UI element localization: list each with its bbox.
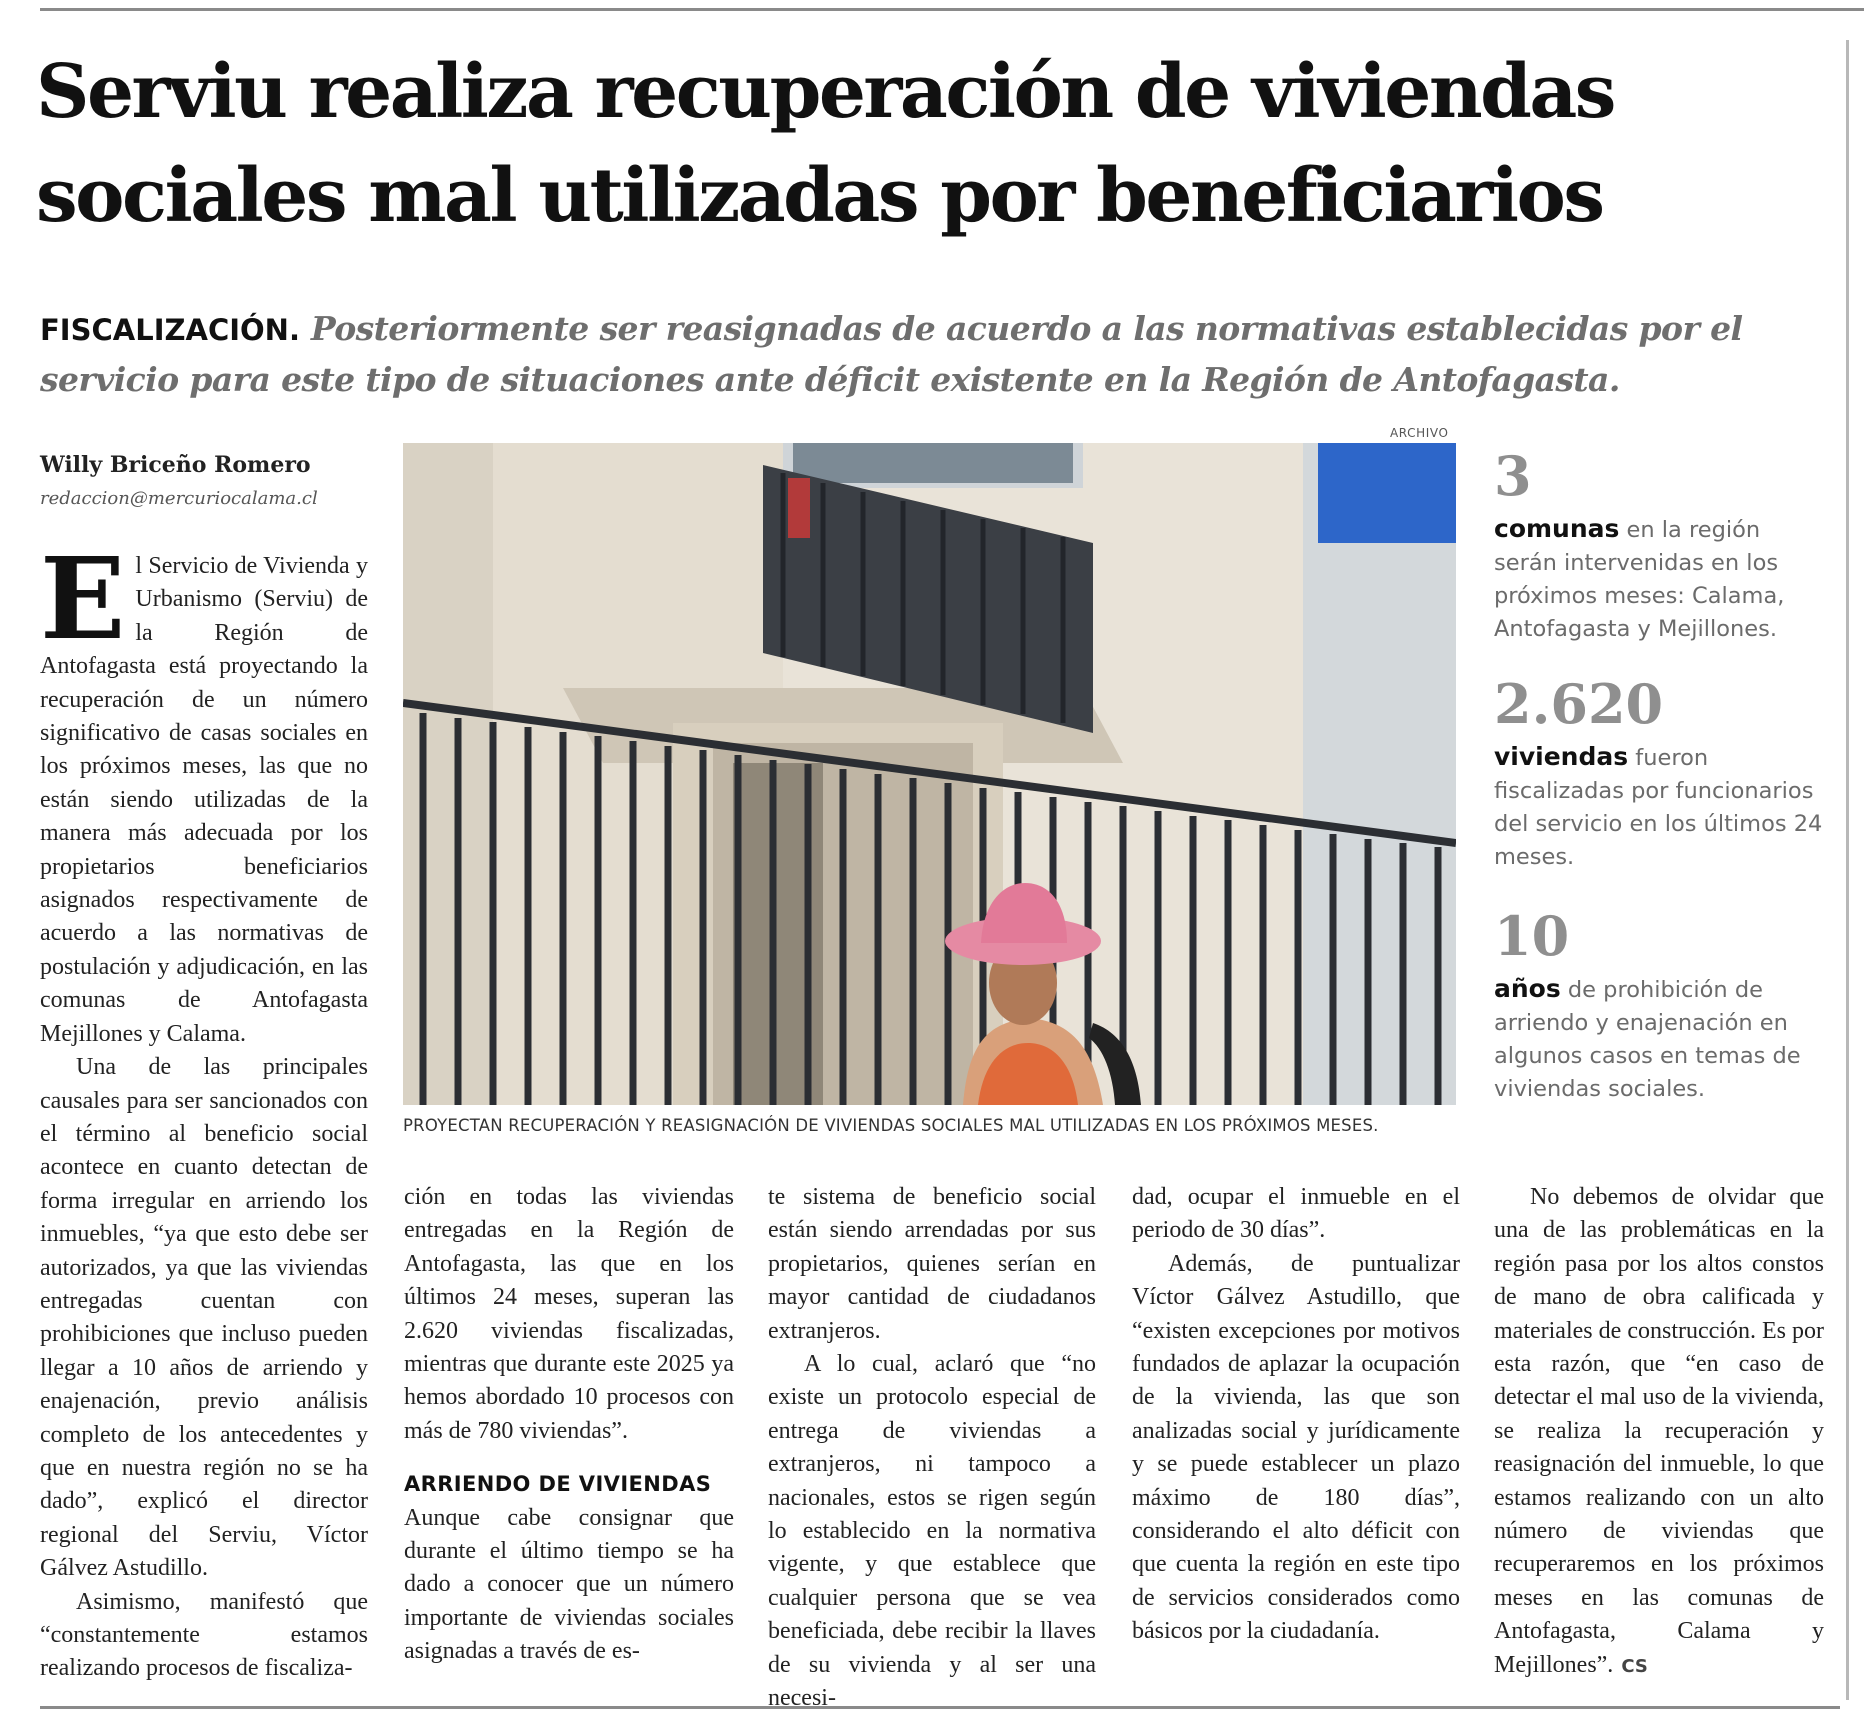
body-paragraph-6: te sistema de beneficio social están siendo arrendadas por sus propietarios, quienes serían en mayor cantidad de ciudadanos extranjeros.: [768, 1184, 1096, 1344]
photo-caption: PROYECTAN RECUPERACIÓN Y REASIGNACIÓN DE VIVIENDAS SOCIALES MAL UTILIZADAS EN LOS PRÓXIMOS MESES.: [403, 1116, 1379, 1135]
factbox-number: 2.620: [1494, 672, 1664, 736]
body-column-3: [768, 1181, 1096, 1716]
factbox-item: [1494, 674, 1824, 874]
headline-line-2: sociales mal utilizadas por beneficiarios: [36, 153, 1603, 239]
factbox-lead: años: [1494, 974, 1561, 1003]
photo-credit: ARCHIVO: [1390, 426, 1449, 440]
body-paragraph-1: [40, 534, 368, 1051]
body-paragraph-8: dad, ocupar el inmueble en el periodo de 30 días”.: [1132, 1184, 1460, 1244]
factbox-number: 3: [1494, 444, 1532, 508]
factbox-text: [1494, 972, 1824, 1106]
body-paragraph-9: Además, de puntualizar Víctor Gálvez Astudillo, que “existen excepciones por motivos fundados de aplazar la ocupación de la vivienda, las que son analizadas social y jurídicamente y se puede establecer un plazo máximo de 180 días”, considerando el alto déficit con que cuenta la región en este tipo de servicios considerados como básicos por la ciudadanía.: [1132, 1250, 1460, 1645]
factbox-number: 10: [1494, 904, 1570, 968]
end-mark: CS: [1621, 1655, 1648, 1677]
factbox-lead: comunas: [1494, 514, 1620, 543]
deck: [40, 304, 1830, 405]
drop-cap: E: [40, 534, 126, 665]
body-paragraph-2: Una de las principales causales para ser sancionados con el término al beneficio social acontece en cuanto detectan de forma irregular en arriendo los inmuebles, “ya que esto debe ser autorizados, ya que las viviendas entregadas cuentan con prohibiciones que incluso pueden llegar a 10 años de arriendo y enajenación, previo análisis completo de los antecedentes y que en nuestra región no se ha dado”, explicó el director regional del Serviu, Víctor Gálvez Astudillo.: [40, 1054, 368, 1582]
body-paragraph-5: Aunque cabe consignar que durante el último tiempo se ha dado a conocer que un número importante de viviendas sociales asignadas a través de es-: [404, 1504, 734, 1665]
body-paragraph-10: [1494, 1181, 1824, 1683]
deck-kicker: FISCALIZACIÓN.: [40, 313, 300, 347]
factbox-description: fueron fiscalizadas por funcionarios del servicio en los últimos 24 meses.: [1494, 745, 1823, 870]
article-photo: [403, 443, 1456, 1105]
factbox-item: [1494, 446, 1824, 646]
deck-text: Posteriormente ser reasignadas de acuerdo a las normativas establecidas por el servicio para este tipo de situaciones ante déficit existente en la Región de Antofagasta.: [40, 309, 1743, 399]
body-paragraph-10-text: No debemos de olvidar que una de las problemáticas en la región pasa por los altos constos de mano de obra calificada y materiales de construcción. Es por esta razón, que “en caso de detectar el mal uso de la vivienda, se realiza la recuperación y reasignación del inmueble, lo que estamos realizando con un alto número de viviendas que recuperaremos en los próximos meses en las comunas de Antofagasta, Calama y Mejillones”.: [1494, 1184, 1824, 1678]
factbox-description: en la región serán intervenidas en los próximos meses: Calama, Antofagasta y Mejillones.: [1494, 517, 1785, 642]
body-paragraph-3: Asimismo, manifestó que “constantemente estamos realizando procesos de fiscaliza-: [40, 1588, 368, 1682]
body-paragraph-4: ción en todas las viviendas entregadas en la Región de Antofagasta, las que en los últimos 24 meses, superan las 2.620 viviendas fiscalizadas, mientras que durante este 2025 ya hemos abordado 10 procesos con más de 780 viviendas”.: [404, 1184, 734, 1444]
top-rule: [40, 8, 1864, 11]
factbox-text: [1494, 740, 1824, 874]
body-column-4: [1132, 1181, 1460, 1649]
byline-author: Willy Briceño Romero: [40, 452, 311, 478]
right-rule: [1846, 40, 1849, 1700]
factbox-lead: viviendas: [1494, 742, 1629, 771]
section-subhead: ARRIENDO DE VIVIENDAS: [404, 1472, 712, 1497]
factbox-item: [1494, 906, 1824, 1106]
headline: [36, 40, 1846, 248]
factbox-description: de prohibición de arriendo y enajenación en algunos casos en temas de viviendas sociales.: [1494, 977, 1801, 1102]
factbox-text: [1494, 512, 1824, 646]
body-column-2: [404, 1181, 734, 1669]
body-paragraph-7: A lo cual, aclaró que “no existe un protocolo especial de entrega de viviendas a extranjeros, ni tampoco a nacionales, estos se rigen según lo establecido en la normativa vigente, y que establece que cualquier persona que se vea beneficiada, debe recibir la llaves de su vivienda y al ser una necesi-: [768, 1351, 1096, 1712]
body-paragraph-1-text: l Servicio de Vivienda y Urbanismo (Serviu) de la Región de Antofagasta está proyectando la recuperación de un número significativo de casas sociales en los próximos meses, las que no están siendo utilizadas de la manera más adecuada por los propietarios beneficiarios asignados respectivamente de acuerdo a las normativas de postulación y adjudicación, en las comunas de Antofagasta Mejillones y Calama.: [40, 553, 368, 1047]
body-column-5: [1494, 1181, 1824, 1683]
body-column-1: [40, 534, 368, 1686]
byline-email: redaccion@mercuriocalama.cl: [40, 488, 318, 509]
headline-line-1: Serviu realiza recuperación de viviendas: [36, 49, 1614, 135]
